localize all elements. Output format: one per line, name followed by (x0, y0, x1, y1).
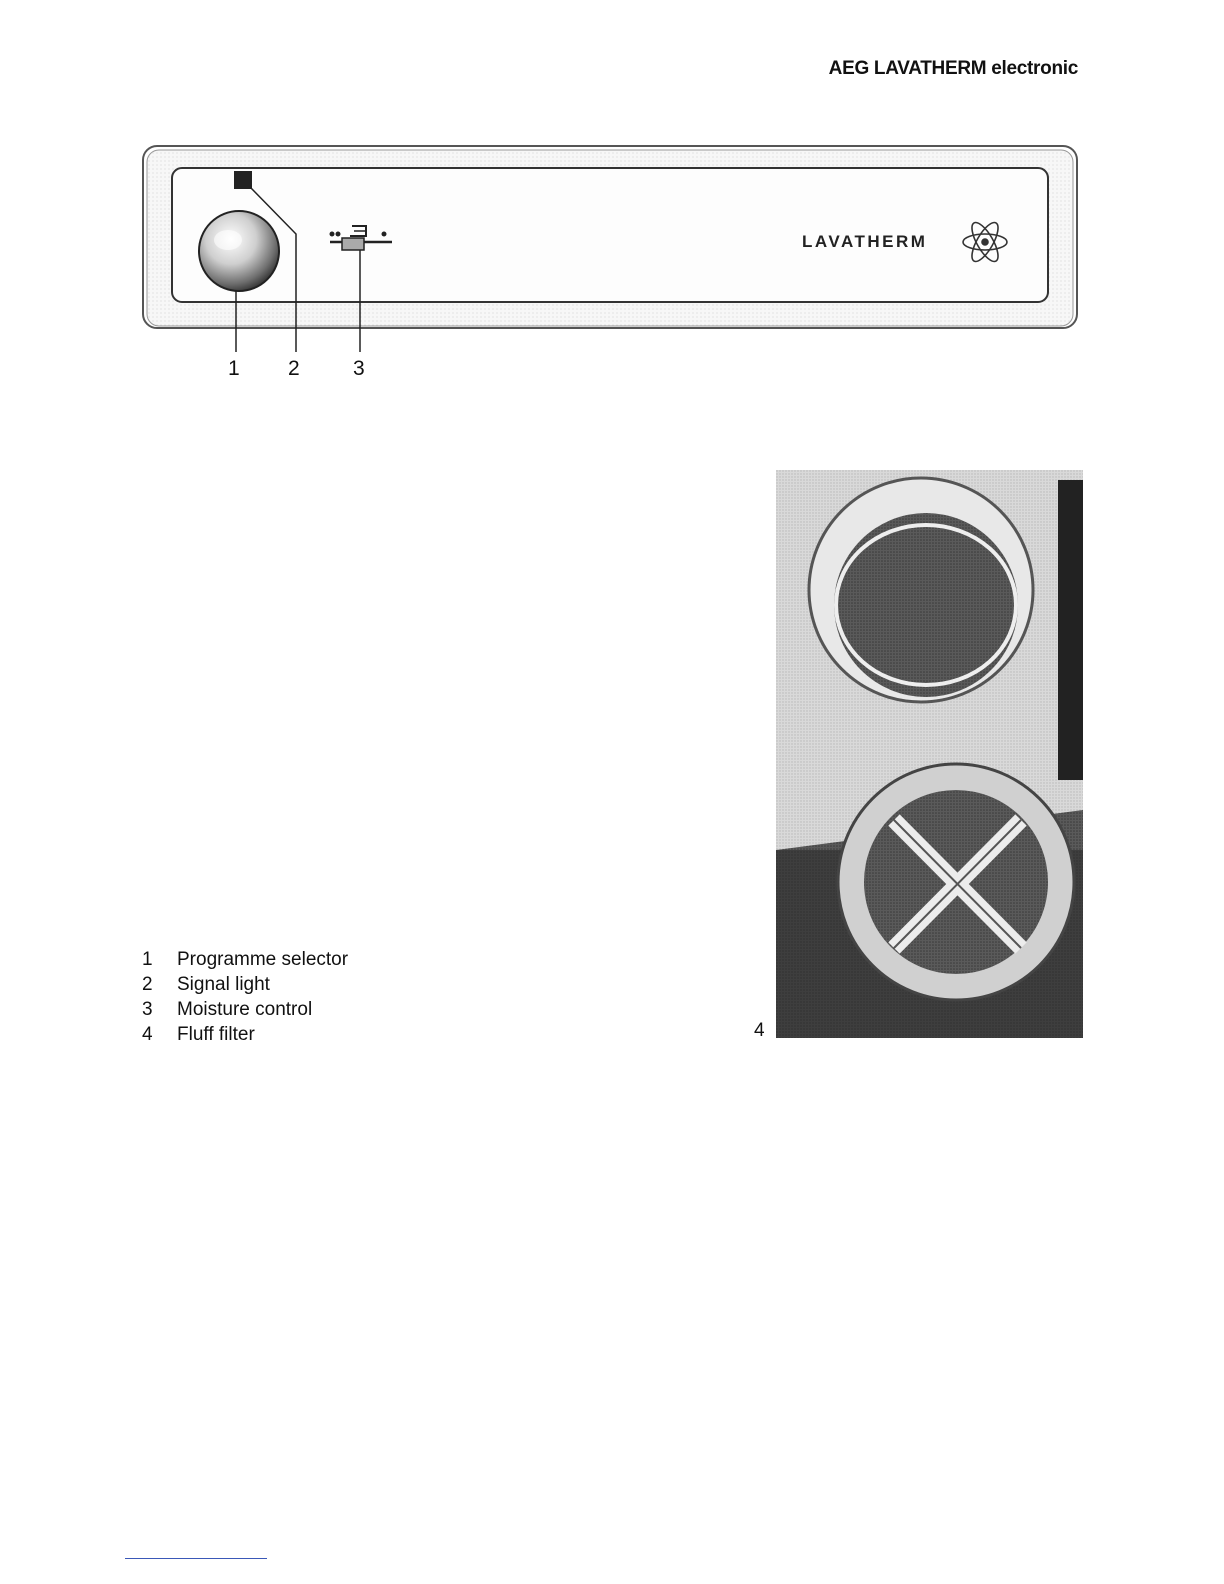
legend-number: 4 (142, 1024, 153, 1045)
legend-label: Signal light (177, 974, 270, 995)
legend-label: Programme selector (177, 949, 349, 970)
callout-number-3: 3 (353, 357, 365, 380)
legend-item (142, 947, 348, 972)
signal-light (234, 171, 252, 189)
legend-label: Moisture control (177, 999, 313, 1020)
document-title: AEG LAVATHERM electronic (828, 58, 1078, 79)
legend-item (142, 997, 348, 1022)
footer-rule (125, 1558, 267, 1559)
legend-list (142, 947, 348, 1047)
programme-selector-knob (199, 211, 279, 291)
legend-item (142, 972, 348, 997)
photo-number: 4 (754, 1020, 765, 1041)
legend-number: 2 (142, 974, 153, 995)
knob-highlight (214, 230, 242, 250)
fluff-filter-photo (776, 470, 1083, 1038)
brand-label: LAVATHERM (802, 232, 928, 251)
callout-number-2: 2 (288, 357, 300, 380)
legend-label: Fluff filter (177, 1024, 255, 1045)
callout-number-1: 1 (228, 357, 240, 380)
control-panel-diagram (0, 0, 1224, 400)
legend-number: 1 (142, 949, 153, 970)
legend-number: 3 (142, 999, 153, 1020)
legend-item (142, 1022, 348, 1047)
